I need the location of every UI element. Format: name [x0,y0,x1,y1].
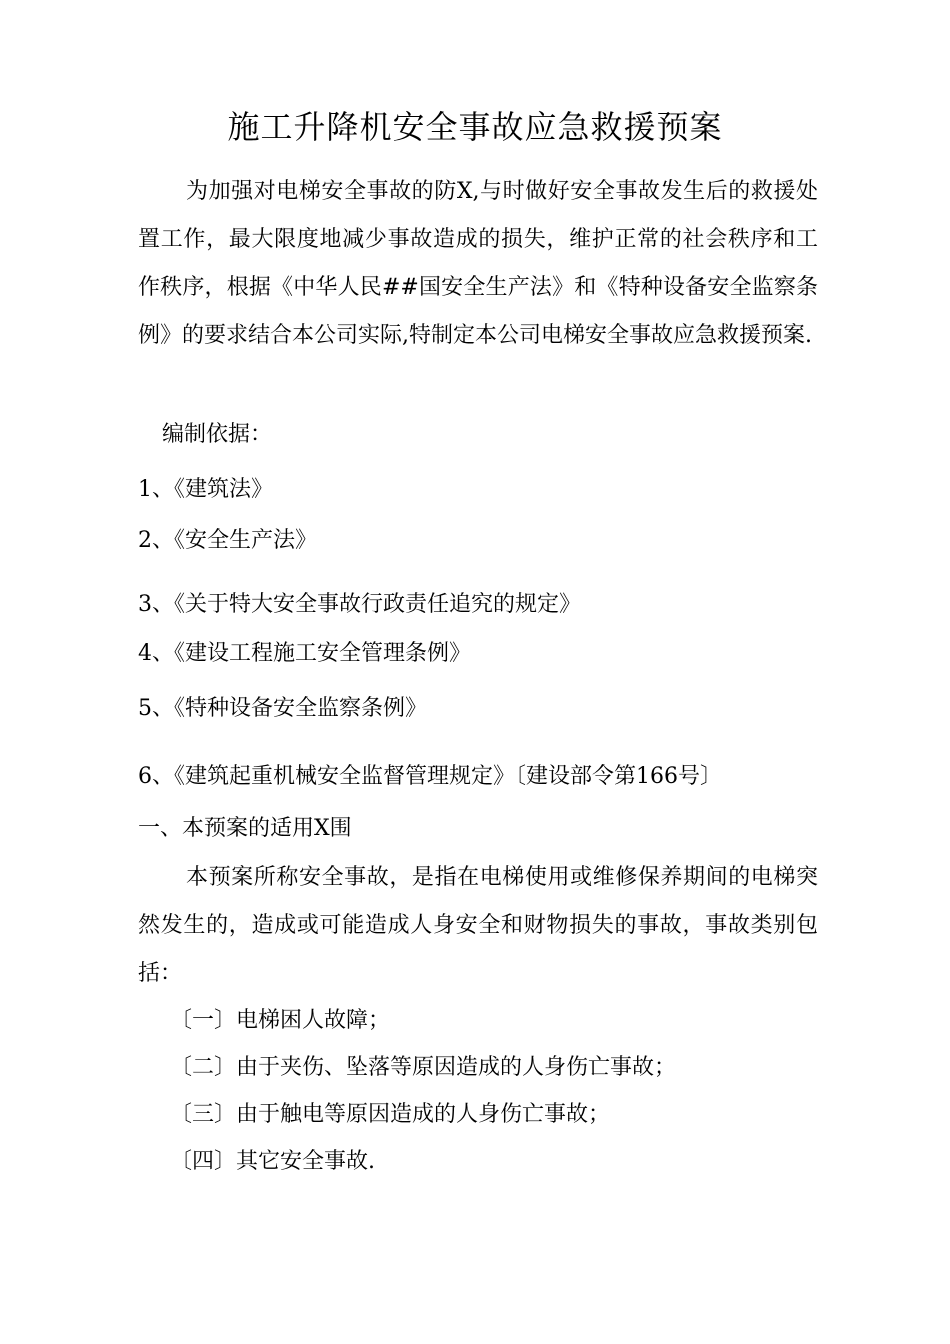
basis-item: 5、《特种设备安全监察条例》 [138,696,427,721]
section-paragraph: 本预案所称安全事故，是指在电梯使用或维修保养期间的电梯突然发生的，造成或可能造成人身安全和财物损失的事故，事故类别包括： [138,865,818,986]
basis-item: 3、《关于特大安全事故行政责任追究的规定》 [138,592,581,617]
accident-type-item: 〔二〕由于夹伤、坠落等原因造成的人身伤亡事故； [170,1055,677,1080]
basis-heading: 编制依据： [162,422,273,447]
basis-item: 2、《安全生产法》 [138,528,317,553]
section-heading: 一、本预案的适用X围 [138,816,352,841]
accident-type-item: 〔四〕其它安全事故. [170,1149,375,1174]
basis-item: 6、《建筑起重机械安全监督管理规定》〔建设部令第166号〕 [138,764,722,789]
accident-type-item: 〔一〕电梯困人故障； [170,1008,391,1033]
basis-item: 4、《建设工程施工安全管理条例》 [138,641,471,666]
accident-type-item: 〔三〕由于触电等原因造成的人身伤亡事故； [170,1102,611,1127]
basis-item: 1、《建筑法》 [138,477,273,502]
intro-paragraph: 为加强对电梯安全事故的防X,与时做好安全事故发生后的救援处置工作，最大限度地减少事故造成的损失，维护正常的社会秩序和工作秩序，根据《中华人民##国安全生产法》和《特种设备安全监察条例》的要求结合本公司实际,特制定本公司电梯安全事故应急救援预案. [138,179,818,348]
document-title: 施工升降机安全事故应急救援预案 [227,108,723,146]
